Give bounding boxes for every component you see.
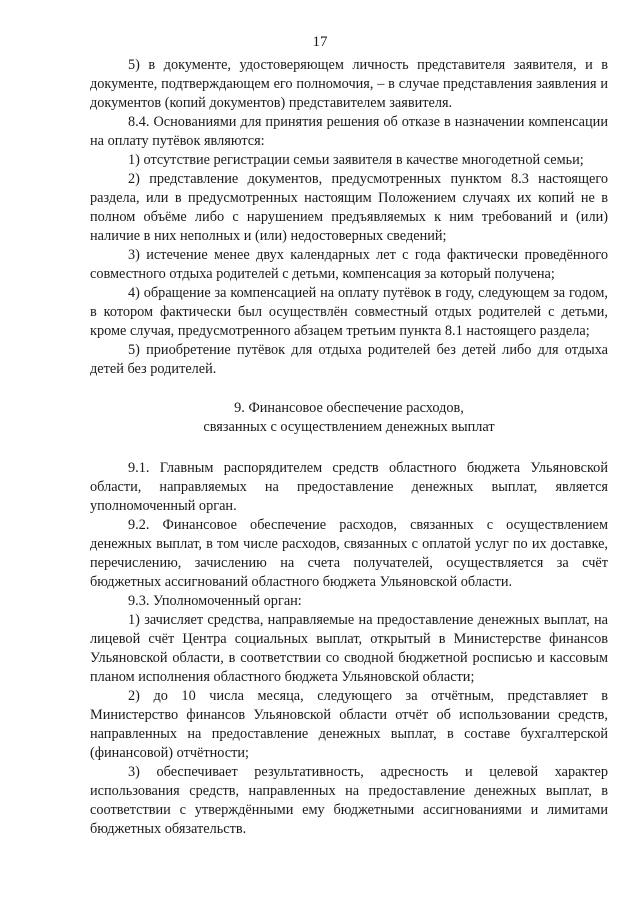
paragraph-9-2: 9.2. Финансовое обеспечение расходов, связанных с осуществлением денежных выплат, в том числе расходов, связанных с оплатой услуг по их доставке, перечислению, зачислению на счета получателей, осуществляется за счёт бюджетных ассигнований областного бюджета Ульяновской области. — [90, 517, 608, 590]
paragraph-9-3-item-2: 2) до 10 числа месяца, следующего за отчётным, представляет в Министерство финансов Ульяновской области отчёт об использовании средств, направленных на предоставление денежных выплат, в составе бухгалтерской (финансовой) отчётности; — [90, 688, 608, 761]
paragraph-9-3-item-1: 1) зачисляет средства, направляемые на предоставление денежных выплат, на лицевой счёт Центра социальных выплат, открытый в Министерстве финансов Ульяновской области, в соответствии со сводной бюджетной росписью и кассовым планом исполнения областного бюджета Ульяновской области; — [90, 612, 608, 685]
paragraph-8-4-item-3: 3) истечение менее двух календарных лет с года фактически проведённого совместного отдыха родителей с детьми, компенсация за который получена; — [90, 247, 608, 282]
paragraph-8-3-item-5: 5) в документе, удостоверяющем личность представителя заявителя, и в документе, подтверждающем его полномочия, – в случае представления заявления и документов (копий документов) представителем заявителя. — [90, 57, 608, 111]
section-heading-line-1: 9. Финансовое обеспечение расходов, — [234, 400, 464, 416]
paragraph-8-4-item-1: 1) отсутствие регистрации семьи заявителя в качестве многодетной семьи; — [128, 152, 584, 168]
section-heading-line-2: связанных с осуществлением денежных выплат — [203, 419, 495, 435]
paragraph-9-3: 9.3. Уполномоченный орган: — [128, 593, 302, 609]
paragraph-9-1: 9.1. Главным распорядителем средств областного бюджета Ульяновской области, направляемых на предоставление денежных выплат, является уполномоченный орган. — [90, 460, 608, 514]
paragraph-8-4-item-2: 2) представление документов, предусмотренных пунктом 8.3 настоящего раздела, или в предусмотренных настоящим Положением случаях их копий не в полном объёме либо с нарушением предъявляемых к ним требований и (или) наличие в них неполных и (или) недостоверных сведений; — [90, 171, 608, 244]
paragraph-8-4: 8.4. Основаниями для принятия решения об отказе в назначении компенсации на оплату путёвок являются: — [90, 114, 608, 149]
paragraph-9-3-item-3: 3) обеспечивает результативность, адресность и целевой характер использования средств, направленных на предоставление денежных выплат, в соответствии с утверждёнными ему бюджетными ассигнованиями и лимитами бюджетных обязательств. — [90, 764, 608, 837]
paragraph-8-4-item-4: 4) обращение за компенсацией на оплату путёвок в году, следующем за годом, в котором фактически был осуществлён совместный отдых родителей с детьми, кроме случая, предусмотренного абзацем третьим пункта 8.1 настоящего раздела; — [90, 285, 608, 339]
page-body — [90, 56, 608, 839]
page-number: 17 — [312, 34, 328, 50]
paragraph-8-4-item-5: 5) приобретение путёвок для отдыха родителей без детей либо для отдыха детей без родителей. — [90, 342, 608, 377]
